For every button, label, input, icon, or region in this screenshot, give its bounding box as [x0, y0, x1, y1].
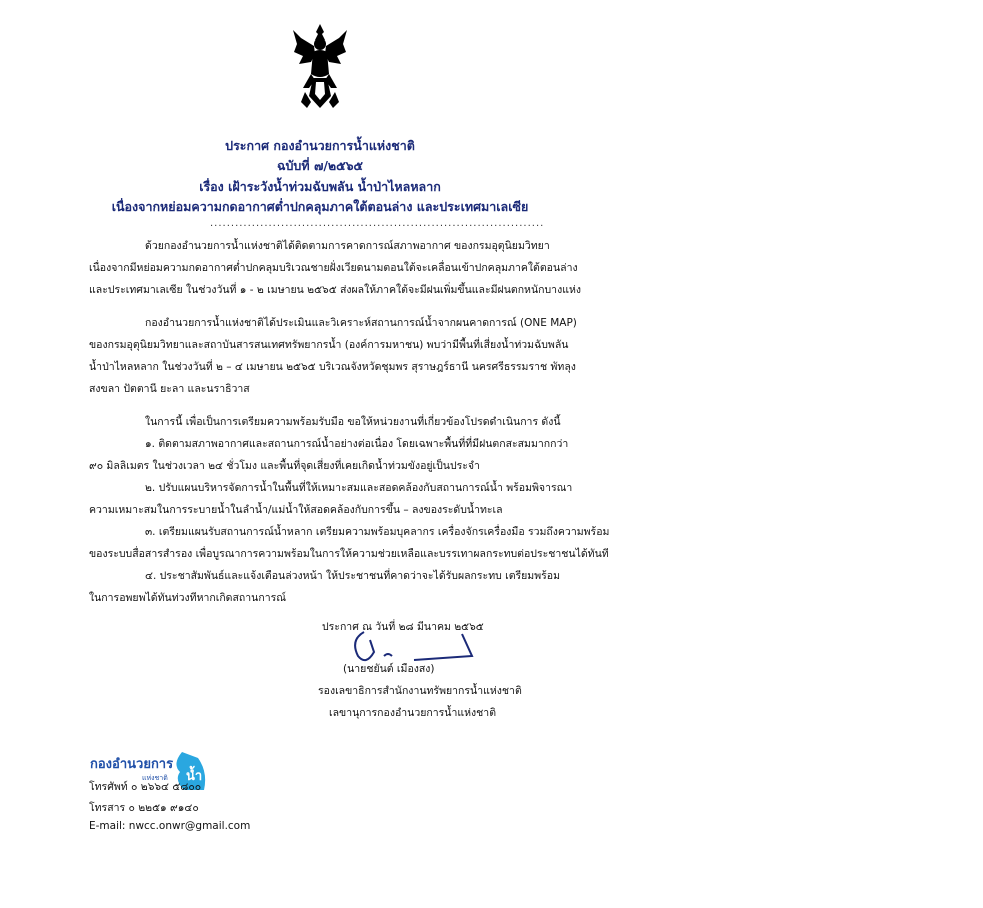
logo-mark: น้ำ [186, 768, 203, 783]
subject-detail: เนื่องจากหย่อมความกดอากาศต่ำปกคลุมภาคใต้ตอนล่าง และประเทศมาเลเซีย [111, 199, 529, 214]
list-item-1-line: ๙๐ มิลลิเมตร ในช่วงเวลา ๒๔ ชั่วโมง และพื้นที่จุดเสี่ยงที่เคยเกิดน้ำท่วมขังอยู่เป็นประจำ [89, 460, 480, 472]
signer-name: (นายชยันต์ เมืองสง) [343, 663, 435, 675]
list-item-3-line: ของระบบสื่อสารสำรอง เพื่อบูรณาการความพร้อมในการให้ความช่วยเหลือและบรรเทาผลกระทบต่อประชาชนได้ทันที [89, 548, 609, 560]
paragraph-1-line: ด้วยกองอำนวยการน้ำแห่งชาติได้ติดตามการคาดการณ์สภาพอากาศ ของกรมอุตุนิยมวิทยา [145, 240, 550, 252]
paragraph-2-line: กองอำนวยการน้ำแห่งชาติได้ประเมินและวิเคราะห์สถานการณ์น้ำจากผนคาดการณ์ (ONE MAP) [145, 317, 577, 329]
paragraph-2-line: สงขลา ปัตตานี ยะลา และนราธิวาส [89, 383, 250, 395]
list-item-4-line: ๔. ประชาสัมพันธ์และแจ้งเตือนล่วงหน้า ให้ประชาชนที่คาดว่าจะได้รับผลกระทบ เตรียมพร้อม [145, 570, 561, 582]
paragraph-3-line: ในการนี้ เพื่อเป็นการเตรียมความพร้อมรับมือ ขอให้หน่วยงานที่เกี่ยวข้องโปรดดำเนินการ ดังนี้ [145, 416, 561, 428]
signer-title: รองเลขาธิการสำนักงานทรัพยากรน้ำแห่งชาติ [318, 685, 522, 697]
garuda-emblem [291, 22, 349, 112]
phone-number: โทรศัพท์ ๐ ๒๖๖๔ ๕๘๐๐ [89, 781, 202, 793]
logo-subtext: แห่งชาติ [142, 775, 168, 782]
signer-title: เลขานุการกองอำนวยการน้ำแห่งชาติ [329, 707, 497, 719]
list-item-2-line: ความเหมาะสมในการระบายน้ำในลำน้ำ/แม่น้ำให้สอดคล้องกับการขึ้น – ลงของระดับน้ำทะเล [89, 504, 503, 516]
divider-dots: ................................................................................ [210, 218, 545, 229]
logo-text: กองอำนวยการ [90, 756, 174, 771]
announcement-date: ประกาศ ณ วันที่ ๒๘ มีนาคม ๒๕๖๕ [322, 621, 484, 633]
list-item-2-line: ๒. ปรับแผนบริหารจัดการน้ำในพื้นที่ให้เหมาะสมและสอดคล้องกับสถานการณ์น้ำ พร้อมพิจารณา [145, 482, 573, 494]
list-item-1-line: ๑. ติดตามสภาพอากาศและสถานการณ์น้ำอย่างต่อเนื่อง โดยเฉพาะพื้นที่ที่มีฝนตกสะสมมากกว่า [145, 438, 569, 450]
paragraph-2-line: ของกรมอุตุนิยมวิทยาและสถาบันสารสนเทศทรัพยากรน้ำ (องค์การมหาชน) พบว่ามีพื้นที่เสี่ยงน้ำท่วมฉับพลัน [89, 339, 569, 351]
subject-line: เรื่อง เฝ้าระวังน้ำท่วมฉับพลัน น้ำป่าไหลหลาก [199, 179, 441, 194]
email-address: E-mail: nwcc.onwr@gmail.com [89, 820, 251, 832]
paragraph-1-line: เนื่องจากมีหย่อมความกดอากาศต่ำปกคลุมบริเวณชายฝั่งเวียดนามตอนใต้จะเคลื่อนเข้าปกคลุมภาคใต้ตอนล่าง [89, 262, 578, 274]
announcement-number: ฉบับที่ ๗/๒๕๖๕ [276, 158, 364, 173]
list-item-4-line: ในการอพยพได้ทันท่วงทีหากเกิดสถานการณ์ [89, 592, 286, 604]
paragraph-1-line: และประเทศมาเลเซีย ในช่วงวันที่ ๑ - ๒ เมษายน ๒๕๖๕ ส่งผลให้ภาคใต้จะมีฝนเพิ่มขึ้นและมีฝนตกหนักบางแห่ง [89, 284, 582, 296]
fax-number: โทรสาร ๐ ๒๒๕๑ ๙๑๔๐ [89, 802, 199, 814]
paragraph-2-line: น้ำป่าไหลหลาก ในช่วงวันที่ ๒ – ๔ เมษายน ๒๕๖๕ บริเวณจังหวัดชุมพร สุราษฎร์ธานี นครศรีธรรมราช พัทลุง [89, 361, 576, 373]
announcement-title: ประกาศ กองอำนวยการน้ำแห่งชาติ [225, 138, 415, 153]
list-item-3-line: ๓. เตรียมแผนรับสถานการณ์น้ำหลาก เตรียมความพร้อมบุคลากร เครื่องจักรเครื่องมือ รวมถึงความพร้อม [145, 526, 610, 538]
